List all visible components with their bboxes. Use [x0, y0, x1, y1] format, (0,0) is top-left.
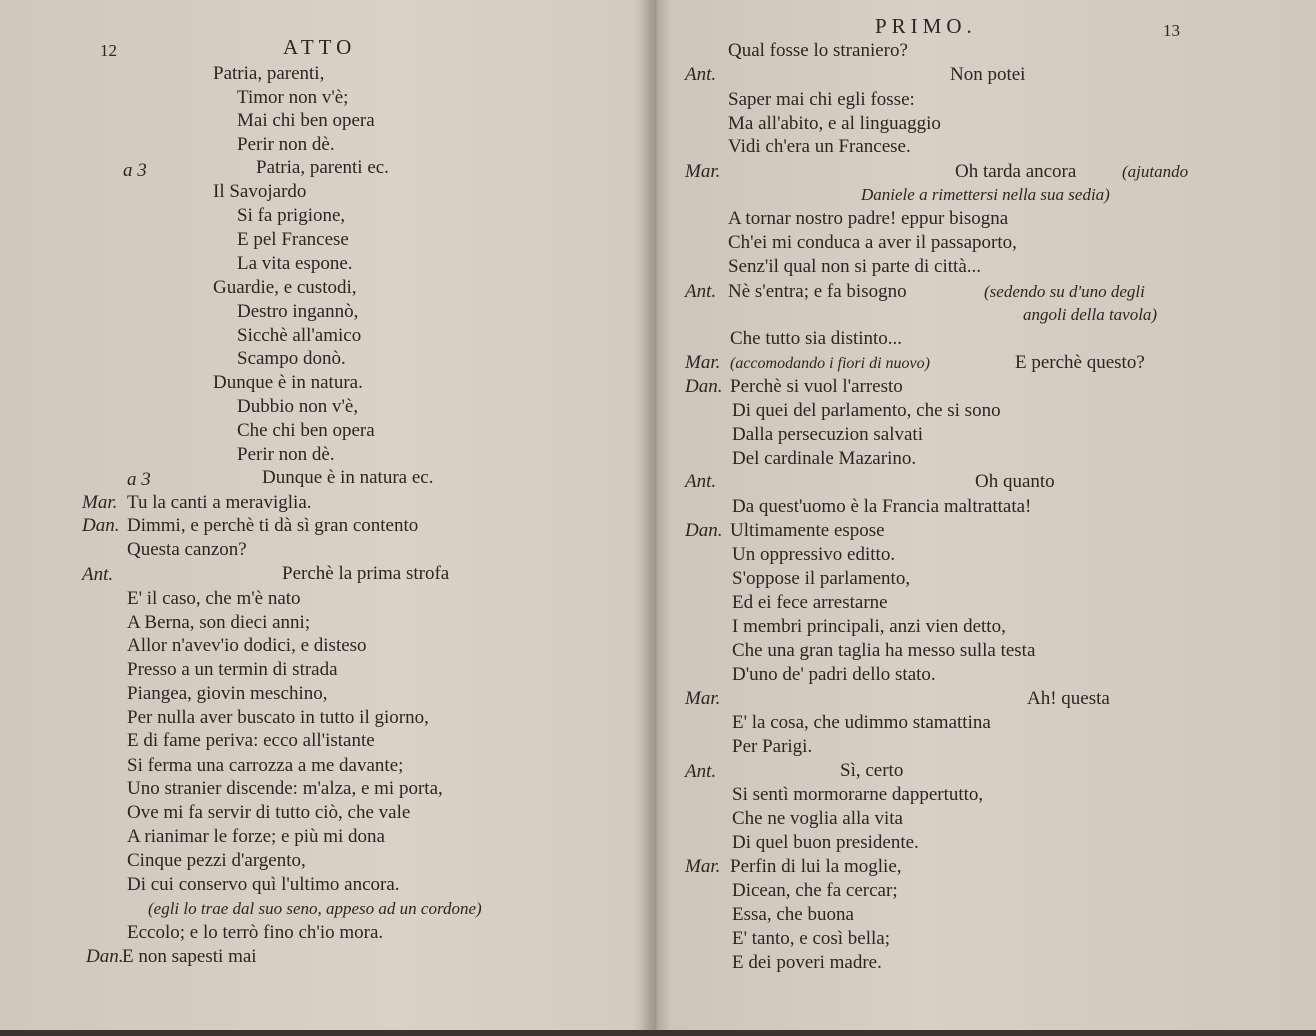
- verse-line: Questa canzon?: [127, 539, 247, 560]
- verse-line: Che chi ben opera: [237, 420, 375, 441]
- verse-line: Guardie, e custodi,: [213, 277, 357, 298]
- verse-line: Oh quanto: [975, 471, 1055, 492]
- verse-line: Del cardinale Mazarino.: [732, 448, 917, 469]
- verse-line: Eccolo; e lo terrò fino ch'io mora.: [127, 922, 384, 943]
- ensemble-marker: a 3: [127, 469, 151, 490]
- verse-line: Dubbio non v'è,: [237, 396, 359, 417]
- verse-line: Tu la canti a meraviglia.: [127, 492, 312, 513]
- verse-line: Il Savojardo: [213, 181, 307, 202]
- verse-line: Nè s'entra; e fa bisogno: [728, 281, 907, 302]
- speaker-label: Mar.: [685, 161, 721, 182]
- verse-line: Cinque pezzi d'argento,: [127, 850, 306, 871]
- verse-line: E dei poveri madre.: [732, 952, 882, 973]
- ensemble-marker: a 3: [123, 160, 147, 181]
- verse-line: Dicean, che fa cercar;: [732, 880, 898, 901]
- verse-line: Si sentì mormorarne dappertutto,: [732, 784, 984, 805]
- speaker-label: Dan.: [82, 515, 120, 536]
- verse-line: Ma all'abito, e al linguaggio: [728, 113, 941, 134]
- verse-line: Perir non dè.: [237, 444, 335, 465]
- verse-line: E pel Francese: [237, 229, 349, 250]
- speaker-label: Ant.: [685, 64, 717, 85]
- verse-line: Piangea, giovin meschino,: [127, 683, 328, 704]
- verse-line: A Berna, son dieci anni;: [127, 612, 311, 633]
- speaker-label: Dan.: [685, 520, 723, 541]
- verse-line: Sì, certo: [840, 760, 904, 781]
- stage-direction: (sedendo su d'uno degli: [984, 282, 1145, 301]
- verse-line: Di cui conservo quì l'ultimo ancora.: [127, 874, 400, 895]
- stage-direction: angoli della tavola): [1023, 305, 1158, 324]
- running-header: ATTO: [283, 35, 357, 59]
- stage-direction: (egli lo trae dal suo seno, appeso ad un cordone): [148, 899, 482, 918]
- verse-line: Un oppressivo editto.: [732, 544, 896, 565]
- speaker-label: Ant.: [685, 281, 717, 302]
- speaker-label: Ant.: [685, 761, 717, 782]
- verse-line: Per Parigi.: [732, 736, 813, 757]
- verse-line: Ove mi fa servir di tutto ciò, che vale: [127, 802, 411, 823]
- verse-line: Da quest'uomo è la Francia maltrattata!: [732, 496, 1032, 517]
- verse-line: E di fame periva: ecco all'istante: [127, 730, 375, 751]
- verse-line: A rianimar le forze; e più mi dona: [127, 826, 385, 847]
- stage-direction: Daniele a rimettersi nella sua sedia): [861, 185, 1110, 204]
- verse-line: Mai chi ben opera: [237, 110, 375, 131]
- verse-line: Dimmi, e perchè ti dà sì gran contento: [127, 515, 419, 536]
- book-edge: [0, 1030, 1316, 1036]
- verse-line: Scampo donò.: [237, 348, 346, 369]
- page-number: 12: [100, 41, 117, 60]
- verse-line: Di quei del parlamento, che si sono: [732, 400, 1001, 421]
- verse-line: Patria, parenti ec.: [256, 157, 389, 178]
- stage-direction: (ajutando: [1122, 162, 1189, 181]
- verse-line: Perchè la prima strofa: [282, 563, 450, 584]
- verse-line: Patria, parenti,: [213, 63, 325, 84]
- verse-line: Dunque è in natura.: [213, 372, 363, 393]
- verse-line: Timor non v'è;: [237, 87, 349, 108]
- verse-line: Di quel buon presidente.: [732, 832, 919, 853]
- running-header: PRIMO.: [875, 14, 977, 38]
- speaker-label: Ant.: [685, 471, 717, 492]
- verse-line: E non sapesti mai: [122, 946, 257, 967]
- verse-line: Ch'ei mi conduca a aver il passaporto,: [728, 232, 1017, 253]
- verse-line: Si ferma una carrozza a me davante;: [127, 755, 404, 776]
- verse-line: Perchè si vuol l'arresto: [730, 376, 903, 397]
- verse-line: D'uno de' padri dello stato.: [732, 664, 936, 685]
- verse-line: Vidi ch'era un Francese.: [728, 136, 911, 157]
- verse-line: E' tanto, e così bella;: [732, 928, 891, 949]
- speaker-label: Ant.: [82, 564, 114, 585]
- speaker-label: Mar.: [685, 856, 721, 877]
- verse-line: Senz'il qual non si parte di città...: [728, 256, 982, 277]
- verse-line: E' la cosa, che udimmo stamattina: [732, 712, 991, 733]
- verse-line: Per nulla aver buscato in tutto il giorno,: [127, 707, 429, 728]
- verse-line: Perfin di lui la moglie,: [730, 856, 902, 877]
- verse-line: Dunque è in natura ec.: [262, 467, 434, 488]
- verse-line: Che ne voglia alla vita: [732, 808, 903, 829]
- verse-line: A tornar nostro padre! eppur bisogna: [728, 208, 1009, 229]
- speaker-label: Mar.: [685, 352, 721, 373]
- verse-line: Qual fosse lo straniero?: [728, 40, 908, 61]
- verse-line: La vita espone.: [237, 253, 353, 274]
- verse-line: E' il caso, che m'è nato: [127, 588, 301, 609]
- verse-line: Saper mai chi egli fosse:: [728, 89, 915, 110]
- verse-line: Sicchè all'amico: [237, 325, 362, 346]
- verse-line: Che una gran taglia ha messo sulla testa: [732, 640, 1036, 661]
- verse-line: Che tutto sia distinto...: [730, 328, 903, 349]
- verse-line: Si fa prigione,: [237, 205, 346, 226]
- verse-line: Ultimamente espose: [730, 520, 885, 541]
- verse-line: Perir non dè.: [237, 134, 335, 155]
- verse-line: Dalla persecuzion salvati: [732, 424, 923, 445]
- verse-line: Ed ei fece arrestarne: [732, 592, 888, 613]
- verse-line: Oh tarda ancora: [955, 161, 1077, 182]
- verse-line: Destro ingannò,: [237, 301, 359, 322]
- page-number: 13: [1163, 21, 1180, 40]
- right-page: [655, 0, 1316, 1036]
- verse-line: Non potei: [950, 64, 1026, 85]
- verse-line: E perchè questo?: [1015, 352, 1145, 373]
- verse-line: Ah! questa: [1027, 688, 1110, 709]
- left-page: [0, 0, 655, 1036]
- speaker-label: Dan.: [86, 946, 124, 967]
- speaker-label: Dan.: [685, 376, 723, 397]
- verse-line: Essa, che buona: [732, 904, 854, 925]
- verse-line: I membri principali, anzi vien detto,: [732, 616, 1006, 637]
- speaker-label: Mar.: [685, 688, 721, 709]
- verse-line: S'oppose il parlamento,: [732, 568, 911, 589]
- verse-line: Uno stranier discende: m'alza, e mi porta,: [127, 778, 443, 799]
- verse-line: Presso a un termin di strada: [127, 659, 338, 680]
- speaker-label: Mar.: [82, 492, 118, 513]
- verse-line: Allor n'avev'io dodici, e disteso: [127, 635, 367, 656]
- stage-direction: (accomodando i fiori di nuovo): [730, 355, 930, 372]
